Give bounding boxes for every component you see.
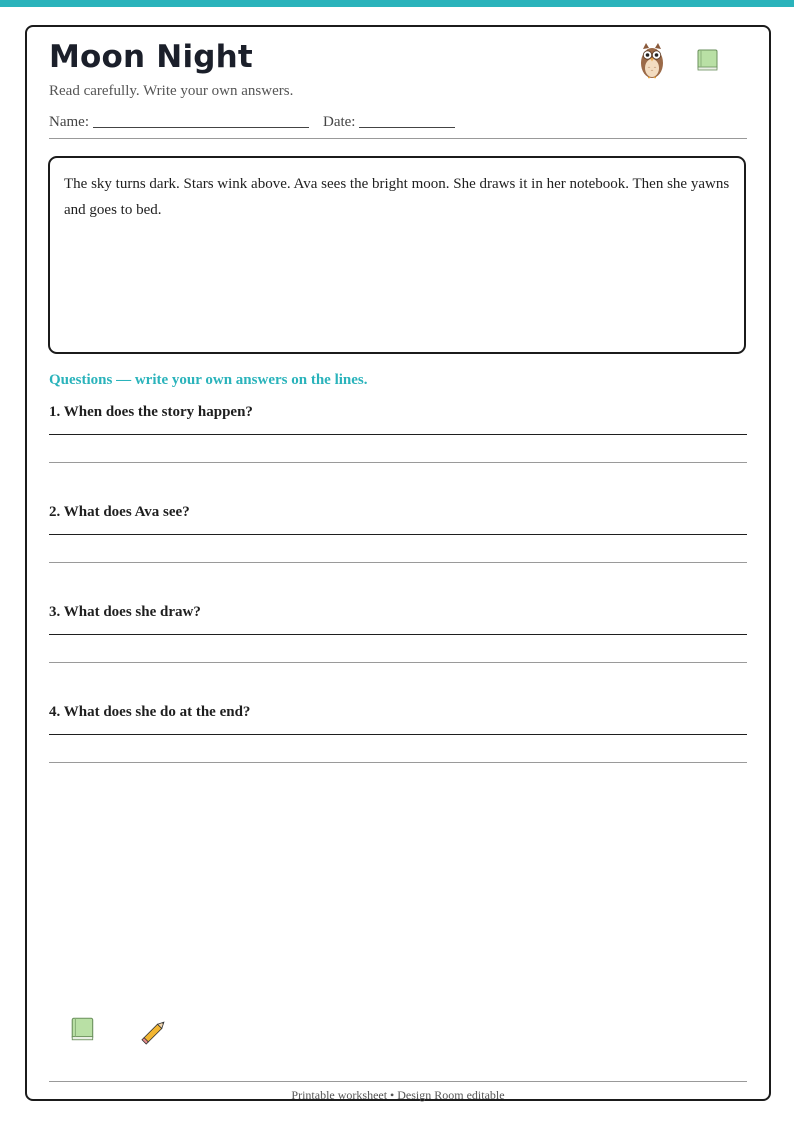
owl-icon <box>639 43 665 79</box>
date-field[interactable] <box>359 113 455 128</box>
page-title: Moon Night <box>49 39 253 75</box>
question-text: 3. What does she draw? <box>49 604 201 620</box>
answer-line[interactable] <box>49 562 747 563</box>
name-date-row <box>49 113 455 131</box>
answer-line[interactable] <box>49 634 747 635</box>
page-subtitle: Read carefully. Write your own answers. <box>49 83 294 99</box>
header-divider <box>49 138 747 139</box>
top-accent-bar <box>0 0 794 7</box>
footer-text: Printable worksheet • Design Room editable <box>291 1088 505 1102</box>
name-field[interactable] <box>93 113 309 128</box>
answer-line[interactable] <box>49 462 747 463</box>
answer-line[interactable] <box>49 534 747 535</box>
story-passage-box <box>48 156 746 354</box>
book-icon <box>69 1015 97 1043</box>
question-2 <box>49 504 747 521</box>
book-icon <box>695 47 721 73</box>
questions-heading: Questions — write your own answers on the lines. <box>49 372 368 388</box>
story-text: The sky turns dark. Stars wink above. Ava sees the bright moon. She draws it in her notebook. Then she yawns and goes to bed. <box>64 176 730 218</box>
answer-line[interactable] <box>49 762 747 763</box>
worksheet <box>25 25 771 1101</box>
date-label: Date: <box>322 114 356 130</box>
question-1 <box>49 404 747 421</box>
footer-divider <box>49 1081 747 1082</box>
pencil-icon <box>139 1017 169 1047</box>
answer-line[interactable] <box>49 434 747 435</box>
question-3 <box>49 604 747 621</box>
question-4 <box>49 704 747 721</box>
answer-line[interactable] <box>49 662 747 663</box>
question-text: 2. What does Ava see? <box>49 504 190 520</box>
question-text: 1. When does the story happen? <box>49 404 253 420</box>
name-label: Name: <box>49 114 89 130</box>
question-text: 4. What does she do at the end? <box>49 704 251 720</box>
answer-line[interactable] <box>49 734 747 735</box>
